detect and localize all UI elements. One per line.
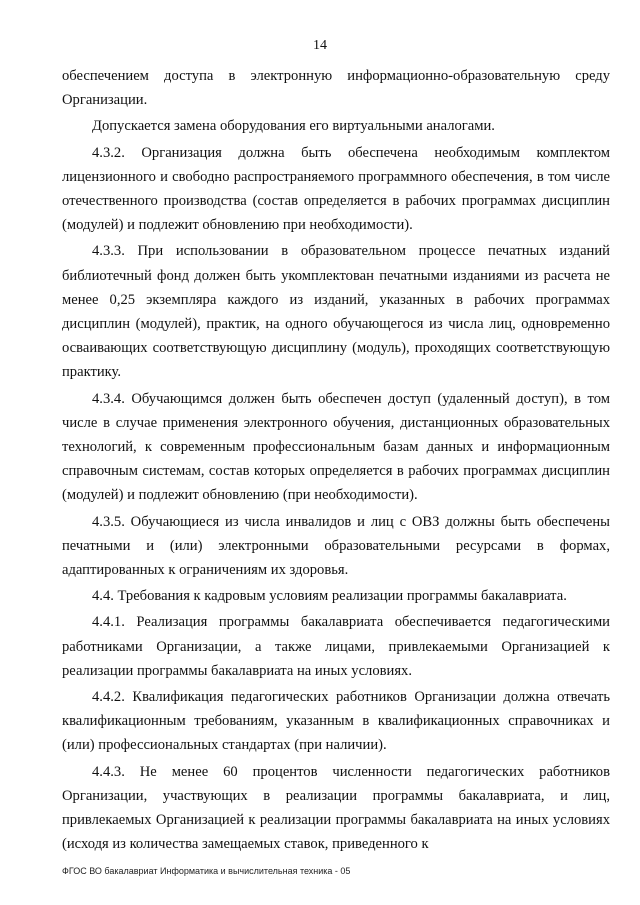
paragraph-continuation: обеспечением доступа в электронную информационно-образовательную среду Организации. — [62, 68, 610, 109]
paragraph-4-3-4: 4.3.4. Обучающимся должен быть обеспечен доступ (удаленный доступ), в том числе в случае применения электронного обучения, дистанционных образовательных технологий, к современным профессиональным базам данных и информационным справочным системам, состав которых определяется в рабочих программах дисциплин (модулей) и подлежит обновлению (при необходимости). — [62, 390, 610, 504]
paragraph-4-4-3: 4.4.3. Не менее 60 процентов численности педагогических работников Организации, участвующих в реализации программы бакалавриата, и лиц, привлекаемых Организацией к реализации программы бакалавриата на иных условиях (исходя из количества замещаемых ставок, приведенного к — [62, 763, 610, 853]
paragraph-4-3-5: 4.3.5. Обучающиеся из числа инвалидов и лиц с ОВЗ должны быть обеспечены печатными и (или) электронными образовательными ресурсами в формах, адаптированных к ограничениям их здоровья. — [62, 513, 610, 579]
paragraph-4-3-3: 4.3.3. При использовании в образовательном процессе печатных изданий библиотечный фонд должен быть укомплектован печатными изданиями из расчета не менее 0,25 экземпляра каждого из изданий, указанных в рабочих программах дисциплин (модулей), практик, на одного обучающегося из числа лиц, одновременно осваивающих соответствующую дисциплину (модуль), проходящих соответствующую практику. — [62, 243, 610, 381]
page-footer: ФГОС ВО бакалавриат Информатика и вычислительная техника - 05 — [62, 866, 351, 876]
paragraph-4-4: 4.4. Требования к кадровым условиям реализации программы бакалавриата. — [92, 588, 567, 605]
paragraph-4-4-1: 4.4.1. Реализация программы бакалавриата обеспечивается педагогическими работниками Организации, а также лицами, привлекаемыми Организацией к реализации программы бакалавриата на иных условиях. — [62, 614, 610, 679]
page-number: 14 — [313, 38, 327, 53]
paragraph-4-4-2: 4.4.2. Квалификация педагогических работников Организации должна отвечать квалификационным требованиям, указанным в квалификационных справочниках и (или) профессиональных стандартах (при наличии). — [62, 689, 610, 754]
document-body — [62, 64, 610, 859]
paragraph-4-3-2: 4.3.2. Организация должна быть обеспечена необходимым комплектом лицензионного и свободно распространяемого программного обеспечения, в том числе отечественного производства (состав определяется в рабочих программах дисциплин (модулей) и подлежит обновлению при необходимости). — [62, 144, 610, 234]
paragraph-virtual-analogs: Допускается замена оборудования его виртуальными аналогами. — [92, 118, 495, 135]
